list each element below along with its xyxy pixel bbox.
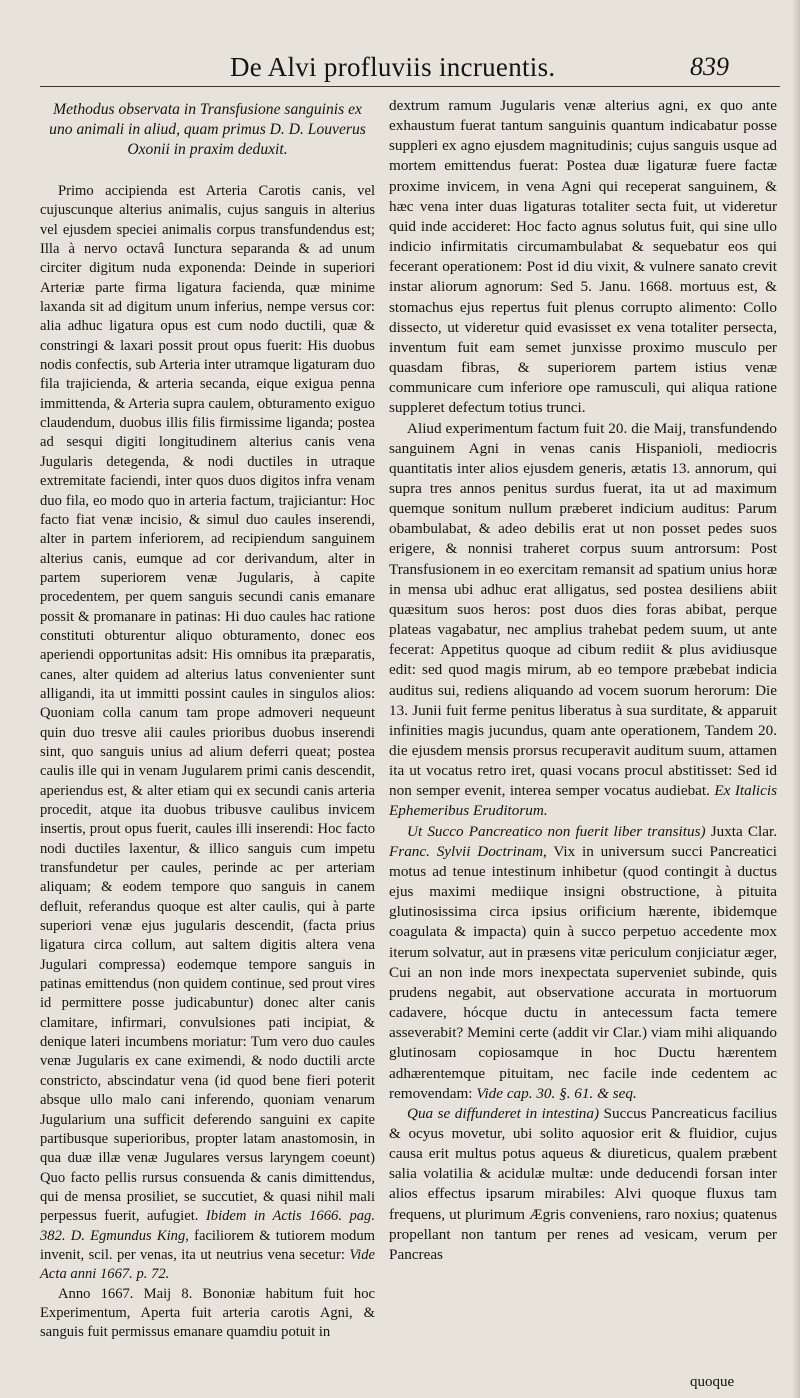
catchword: quoque — [690, 1374, 735, 1390]
paragraph-intestina — [389, 1104, 777, 1265]
paragraph-text: faciliorem & tutiorem modum invenit, scil. per venas, ita ut neutrius vena secetur: — [40, 1227, 375, 1263]
paragraph-text: Primo accipienda est Arteria Carotis canis, vel cujuscunque alterius animalis, cujus sanguis in alterius vel ejusdem speciei animalis corpus transfundendus est; Illa à nervo octavâ Iunctura separanda & ad unum circiter digitum nuda exponenda: Deinde in superiori Arteriæ parte firma ligatura facienda, quæ minime laxanda sit ad digitum unum inferius, nempe versus cor: alia adhuc ligatura opus est cum nodo ductili, quæ & constringi & laxari possit prout opus fuerit: His duobus nodis confectis, sub Arteria inter utramque ligaturam duo fila trajicienda, & arteria secanda, eique exigua penna immittenda, & Arteria supra caulem, obturamento exiguo claudendum, duobus illis filis firmissime liganda; postea ad sesqui digiti longitudinem alterius canis vena Jugularis detegenda, & nodi ductiles in utraque extremitate faciendi, inter quos duos digitos infra venam duo fila, eo modo quo in arteria factum, trajiciantur: Hoc facto fiat venæ incisio, & simul duo caules inserendi, alter in partem inferiorem, ad recipiendum sanguinem alterius canis, eumque ad cor derivandum, alter in partem superiorem venæ Jugularis, à capite procedentem, per quem sanguis secundi canis emanare possit & promanare in patinas: Hi duo caules hac ratione constituti obturentur aliquo obturamento, donec eos aperiendi opportunitas adsit: His omnibus ita præparatis, canes, alter quidem ad alterius latus convenienter sunt alligandi, ita ut immitti possint caules in singulos alios: Quoniam colla canum tam prope admoveri nequeunt quin duo tresve alii caules prioribus duobus inserendi sint, quo sanguis unius ad alium deferri queat; postea caulis ille qui in venam Jugularem primi canis descendit, aperiendus est, & alter etiam qui ex secundi canis arteria procedit, atque ita duobus tribusve caulibus invicem insertis, prout opus fuerit, caules illi inserendi: Hoc facto nodi ductiles laxentur, & illico sanguis cum impetu transfundetur per caules, perinde ac per arteriam aliquam; & eodem tempore quo sanguis in canem defluit, referandus quoque est alter caulis, qui à parte superiori venæ ejus jugularis descendit, (facta prius ligatura circa collum, aut saltem digitis altera vena Jugulari compressa) eodemque tempore sanguis in patinas emittendus (non quidem continue, sed prout vires id permittere posse judicabuntur) donec alter canis clamitare, infirmari, convulsiones pati incipiat, & denique lateri incumbens moriatur: Tum vero duo caules venæ Jugularis ex cane eximendi, & nodo ductili arcte constricto, abscindatur vena (id quod bene fieri poterit absque ullo malo cani inferendo, quoniam venarum Jugularium una sufficit deferendo sanguini ex capite partibusque superioribus, propter latam anastomosin, in qua duæ illæ venæ Jugulares versus laryngem coeunt) Quo facto pellis rursus consuenda & canis dimittendus, qui de mensa prosiliet, se succutiet, & quasi nihil mali perpessus fuerit, aufugiet. — [40, 183, 375, 1225]
citation: Vide cap. 30. §. 61. & seq. — [476, 1084, 637, 1102]
citation: Ex Italicis Ephemeribus Eruditorum. — [389, 782, 778, 820]
citation: Vide Acta anni 1667. p. 72. — [40, 1246, 375, 1283]
page-edge — [792, 0, 800, 1398]
citation: Franc. Sylvii Doctrinam, — [389, 842, 547, 860]
section-heading: Methodus observata in Transfusione sanguinis ex uno animali in aliud, quam primus D. D. Louverus Oxonii in praxim deduxit. — [49, 101, 366, 158]
citation: Ibidem in Actis 1666. pag. 382. D. Egmundus King, — [40, 1208, 375, 1244]
paragraph-text: Aliud experimentum factum fuit 20. die Maij, transfundendo sanguinem Agni in venas canis Hispanioli, mediocris quantitatis inter alios ejusdem generis, ætatis 13. annorum, qui supra tres annos penitus surdus fuerat, ita ut ad maximum quemque sonitum nullum præberet indicium auditus: Parum obambulabat, & adeo debilis erat ut non posset pedes suos erigere, & nonnisi traheret corpus suum antrorsum: Post Transfusionem in eo exercitam remansit ad spatium unius horæ in mensa ubi adhuc erat alligatus, sed postea desiliens abiit quæsitum suos heros: post duos dies foras abibat, perque plateas vagabatur, nec amplius trahebat pedem suum, ut ante fecerat: Appetitus quoque ad cibum rediit & plus avidiusque edit: sed quod magis mirum, ab eo tempore præbebat indicia auditus sui, rediens aliquando ad vocem suorum herorum: Die 13. Junii fuit ferme penitus liberatus à sua surditate, & apparuit infinities magis jucundus, quam ante operationem, Tandem 20. die ejusdem mensis prorsus recuperavit auditum suum, attamen ita ut vocatus retro iret, quasi vocans procul abstitisset: Sed id non semper evenit, interea semper vocatus audiebat. — [389, 419, 777, 800]
lemma: Ut Succo Pancreatico non fuerit liber transitus) — [407, 822, 706, 840]
paragraph-text: Juxta Clar. — [710, 822, 777, 840]
lemma: Qua se diffunderet in intestina) — [407, 1104, 600, 1122]
paragraph-bologna: Anno 1667. Maij 8. Bononiæ habitum fuit hoc Experimentum, Aperta fuit arteria carotis Agni, & sanguis fuit permissus emanare quamdiu potuit in — [40, 1285, 375, 1341]
running-title: De Alvi profluviis incruentis. — [230, 52, 556, 82]
left-column — [40, 96, 375, 1343]
header-rule — [40, 86, 780, 87]
paragraph-dog — [389, 419, 777, 822]
paragraph-lamb: dextrum ramum Jugularis venæ alterius agni, ex quo ante exhaustum fuerat tantum sanguinis quantum indicabatur posse suppleri ex agno ejusdem magnitudinis; cujus sanguis usque ad mortem emittendus fuerat: Postea duæ ligaturæ fuere factæ proxime invicem, in vena Agni qui receperat sanguinem, & hæc vena inter duas ligaturas totaliter secta fuit, ut videretur quid inde accideret: Hoc facto agnus solutus fuit, qui sine ullo indicio infirmitatis circumambulabat & sequebatur eos qui fecerant operationem: Post id diu vixit, & vulnere sanato crevit instar aliorum agnorum: Sed 5. Janu. 1668. mortuus est, & stomachus ejus repertus fuit plenus corrupto alimento: Collo dissecto, ut videretur quid evasisset ex vena totaliter persecta, inventum fuit eam semet junxisse proximo musculo per quasdam fibras, & superiorem partem istius venæ communicare cum inferiore ope ramusculi, qui aliqua ratione suppleret defectum totius trunci. — [389, 97, 777, 417]
page-number: 839 — [690, 52, 729, 81]
paragraph-text: Vix in universum succi Pancreatici motus ad tenue intestinum inhibetur (quod contingit à ductus ejus maximi mediique insigni obstructione, à pituita glutinosissima circa ipsius orificium hærente, ibidemque coagulata & impacta) quin à succo perpetuo accedente mox iterum solvatur, aut in præsens vitæ periculum conjiciatur æger, Cui an non inde mors inexpectata superveniet subinde, quis prudens negabit, aut observatione accurata in mortuorum cadavere, hócque ductu in antecessum facta temere asseverabit? Memini certe (addit vir Clar.) viam mihi aliquando glutinosam copiosamque in hoc Ductu hærentem adhærentemque pituitam, nec facile inde cedentem ac removendam: — [389, 842, 777, 1102]
paragraph-method — [40, 182, 375, 1285]
paragraph-text: Succus Pancreaticus facilius & ocyus movetur, ubi solito aquosior erit & fluidior, cujus causa erit multus potus aqueus & diureticus, qualem præbent salia volatilia & acidulæ multæ: unde deducendi forsan inter alios effectus ipsarum mirabiles: Alvi quoque fluxus tam frequens, ut plurimum Ægris conveniens, raro noxius; quatenus propellant non tantum per renes ad vesicam, verum per Pancreas — [389, 1104, 778, 1263]
right-column — [389, 96, 777, 1265]
paragraph-pancreatic — [389, 822, 777, 1104]
